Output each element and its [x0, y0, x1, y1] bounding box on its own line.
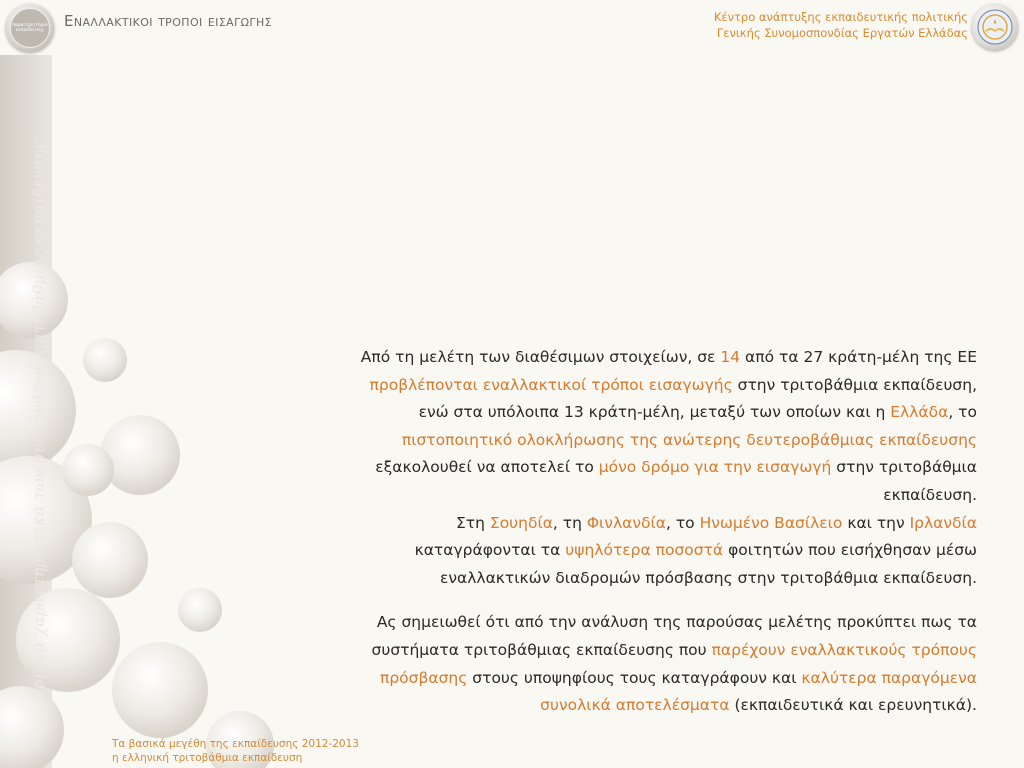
text-line — [220, 510, 977, 538]
body-text: εναλλακτικών διαδρομών πρόσβασης στην τριτοβάθμια εκπαίδευση. — [439, 568, 977, 587]
highlighted-text: Φινλανδία — [586, 513, 666, 532]
body-text: συστήματα τριτοβάθμιας εκπαίδευσης που — [371, 640, 712, 659]
organization-name — [714, 9, 968, 41]
body-text: , τη — [552, 513, 587, 532]
text-line — [220, 482, 977, 510]
text-line — [220, 609, 977, 637]
gsee-logo-icon — [972, 4, 1018, 50]
text-line — [220, 344, 977, 372]
body-text: στην τριτοβάθμια — [831, 458, 977, 477]
highlighted-text: 14 — [720, 348, 741, 366]
footer — [112, 737, 359, 765]
body-text: εκπαίδευση. — [883, 485, 977, 504]
text-line — [220, 665, 977, 693]
highlighted-text: καλύτερα παραγόμενα — [801, 668, 977, 687]
book-emblem-icon — [977, 9, 1013, 45]
text-line — [220, 372, 977, 400]
organization-line-2: Γενικής Συνομοσπονδίας Εργατών Ελλάδας — [716, 26, 968, 40]
text-line — [220, 537, 977, 565]
highlighted-text: πρόσβασης — [380, 668, 468, 687]
body-text: Στη — [456, 513, 490, 532]
highlighted-text: Ελλάδα — [890, 403, 949, 422]
highlighted-text: συνολικά αποτελέσματα — [540, 696, 730, 715]
footer-line-2: η ελληνική τριτοβάθμια εκπαίδευση — [112, 752, 303, 764]
text-line — [220, 565, 977, 593]
page-title: Εναλλακτικοι τροποι εισαγωγης — [64, 12, 272, 30]
highlighted-text: Ηνωμένο Βασίλειο — [699, 513, 843, 532]
observatory-logo — [6, 4, 54, 52]
body-text: ενώ στα υπόλοιπα 13 κράτη-μέλη, μεταξύ των οποίων και η — [418, 403, 891, 422]
footer-line-1: Τα βασικά μεγέθη της εκπαίδευσης 2012-2013 — [112, 738, 359, 750]
highlighted-text: μόνο δρόμο για την εισαγωγή — [598, 458, 832, 477]
body-text: Ας σημειωθεί ότι από την ανάλυση της παρούσας μελέτης προκύπτει πως τα — [376, 613, 977, 632]
body-text: Από τη μελέτη των διαθέσιμων στοιχείων, σε — [360, 348, 721, 366]
body-text: από τα 27 κράτη-μέλη της ΕΕ — [740, 348, 977, 366]
logo-text-line1: παρατηρητήριο — [12, 22, 48, 28]
body-text: εξακολουθεί να αποτελεί το — [375, 458, 599, 477]
vertical-section-label: Δομικά χαρακτηριστικά των συστημάτων τριτοβάθμιας εκπαίδευσης — [30, 140, 48, 700]
body-text: στην τριτοβάθμια εκπαίδευση, — [732, 375, 977, 394]
text-line — [220, 399, 977, 427]
body-text: καταγράφονται τα — [414, 541, 566, 560]
body-text: στους υποψηφίους τους καταγράφουν και — [467, 668, 802, 687]
text-line — [220, 427, 977, 455]
highlighted-text: υψηλότερα ποσοστά — [565, 541, 724, 560]
main-text-block — [220, 344, 977, 720]
text-line — [220, 454, 977, 482]
text-line — [220, 637, 977, 665]
organization-line-1: Κέντρο ανάπτυξης εκπαιδευτικής πολιτικής — [713, 10, 968, 24]
body-text: , το — [665, 513, 700, 532]
highlighted-text: παρέχουν εναλλακτικούς τρόπους — [711, 640, 977, 659]
body-text: φοιτητών που εισήχθησαν μέσω — [723, 541, 977, 560]
body-text: (εκπαιδευτικά και ερευνητικά). — [729, 696, 977, 715]
highlighted-text: προβλέπονται εναλλακτικοί τρόποι εισαγωγής — [369, 375, 733, 394]
highlighted-text: Ιρλανδία — [909, 513, 977, 532]
text-line — [220, 692, 977, 720]
highlighted-text: πιστοποιητικό ολοκλήρωσης της ανώτερης δευτεροβάθμιας εκπαίδευσης — [401, 430, 977, 449]
paragraph-spacer — [220, 592, 977, 609]
highlighted-text: Σουηδία — [489, 513, 553, 532]
body-text: και την — [842, 513, 910, 532]
body-text: , το — [948, 403, 977, 422]
logo-text-line2: εκπαίδευσης — [15, 28, 45, 33]
